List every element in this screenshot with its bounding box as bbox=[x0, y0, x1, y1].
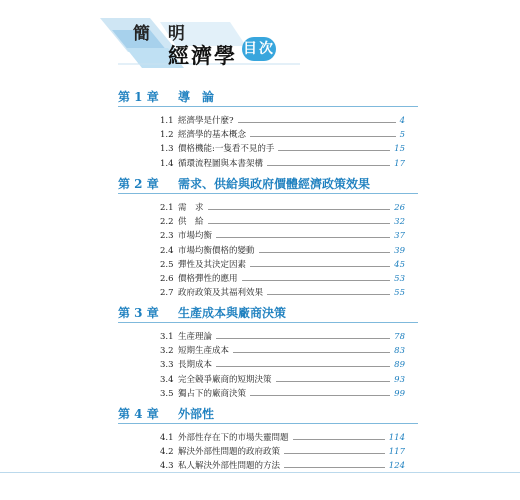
section-number: 3.1 bbox=[160, 332, 174, 342]
section-title: 長期成本 bbox=[178, 360, 213, 371]
page-number: 4 bbox=[399, 116, 405, 126]
toc-entry[interactable] bbox=[160, 359, 405, 373]
leader-line bbox=[267, 294, 390, 295]
chapter-title[interactable]: 生產成本與廠商決策 bbox=[178, 306, 287, 320]
section-title: 彈性及其決定因素 bbox=[178, 259, 247, 270]
section-title: 經濟學的基本概念 bbox=[178, 130, 247, 141]
section-number: 2.2 bbox=[160, 217, 174, 228]
section-title: 經濟學是什麼? bbox=[178, 116, 234, 126]
leader-line bbox=[278, 150, 390, 151]
page-number: 37 bbox=[394, 231, 405, 242]
section-title: 循環流程圖與本書架構 bbox=[178, 158, 264, 169]
section-number: 3.4 bbox=[160, 374, 174, 385]
section-title: 價格機能:一隻看不見的手 bbox=[178, 144, 275, 155]
chapter-title[interactable]: 需求、供給與政府價體經濟政策效果 bbox=[178, 177, 371, 191]
toc-entry[interactable] bbox=[160, 259, 405, 273]
section-number: 2.3 bbox=[160, 231, 174, 242]
leader-line bbox=[284, 467, 385, 468]
section-title: 解決外部性問題的政府政策 bbox=[178, 447, 281, 458]
leader-line bbox=[250, 136, 396, 137]
section-number: 1.1 bbox=[160, 116, 174, 126]
section-number: 2.7 bbox=[160, 288, 174, 299]
toc-entry[interactable] bbox=[160, 230, 405, 244]
chapter-label: 第 4 章 bbox=[118, 407, 159, 421]
book-title-line2: 經濟學 bbox=[168, 43, 237, 68]
toc-entry[interactable] bbox=[160, 287, 405, 301]
chapter-label: 第 1 章 bbox=[118, 90, 159, 104]
chapter-heading bbox=[0, 88, 520, 108]
section-number: 4.3 bbox=[160, 461, 174, 472]
page-number: 83 bbox=[394, 346, 405, 357]
toc-entry[interactable] bbox=[160, 345, 405, 359]
section-title: 完全競爭廠商的短期決策 bbox=[178, 374, 272, 385]
chapter-title[interactable]: 外部性 bbox=[178, 407, 215, 421]
page-number: 89 bbox=[394, 360, 405, 371]
page-number: 78 bbox=[394, 332, 405, 342]
leader-line bbox=[216, 366, 390, 367]
page-number: 5 bbox=[399, 130, 405, 141]
page-number: 53 bbox=[394, 273, 405, 284]
toc-entry[interactable] bbox=[160, 446, 405, 460]
section-list bbox=[160, 202, 405, 301]
section-list bbox=[160, 331, 405, 402]
toc-entry[interactable] bbox=[160, 129, 405, 143]
section-number: 2.6 bbox=[160, 273, 174, 284]
page-number: 39 bbox=[394, 245, 405, 256]
leader-line bbox=[208, 209, 391, 210]
toc-entry[interactable] bbox=[160, 388, 405, 402]
page-number: 17 bbox=[394, 158, 405, 169]
leader-line bbox=[284, 453, 385, 454]
section-number: 2.1 bbox=[160, 203, 174, 213]
toc-entry[interactable] bbox=[160, 245, 405, 259]
chapter-title[interactable]: 導 論 bbox=[178, 90, 215, 104]
section-number: 1.4 bbox=[160, 158, 174, 169]
section-title: 獨占下的廠商決策 bbox=[178, 388, 247, 399]
section-title: 需 求 bbox=[178, 203, 204, 213]
section-title: 政府政策及其福利效果 bbox=[178, 288, 264, 299]
chapter-divider bbox=[118, 322, 418, 323]
toc-entry[interactable] bbox=[160, 143, 405, 157]
leader-line bbox=[216, 338, 390, 339]
page-number: 114 bbox=[388, 433, 405, 443]
leader-line bbox=[238, 122, 396, 123]
section-number: 4.2 bbox=[160, 447, 174, 458]
section-title: 私人解決外部性問題的方法 bbox=[178, 461, 281, 472]
page-number: 32 bbox=[394, 217, 405, 228]
page-number: 45 bbox=[394, 259, 405, 270]
toc-entry[interactable] bbox=[160, 374, 405, 388]
chapter-divider bbox=[118, 193, 418, 194]
section-list bbox=[160, 432, 405, 475]
leader-line bbox=[250, 266, 390, 267]
leader-line bbox=[259, 252, 391, 253]
toc-entry[interactable] bbox=[160, 115, 405, 129]
section-title: 市場均衡價格的變動 bbox=[178, 245, 255, 256]
page-number: 117 bbox=[388, 447, 405, 458]
section-title: 外部性存在下的市場失靈問題 bbox=[178, 433, 289, 443]
leader-line bbox=[293, 439, 385, 440]
page-number: 55 bbox=[394, 288, 405, 299]
section-number: 4.1 bbox=[160, 433, 174, 443]
page-number: 124 bbox=[388, 461, 405, 472]
toc-entry[interactable] bbox=[160, 331, 405, 345]
page-header bbox=[0, 0, 520, 80]
section-number: 1.2 bbox=[160, 130, 174, 141]
section-title: 市場均衡 bbox=[178, 231, 213, 242]
leader-line bbox=[267, 165, 390, 166]
page-number: 15 bbox=[394, 144, 405, 155]
section-number: 3.5 bbox=[160, 388, 174, 399]
leader-line bbox=[216, 237, 390, 238]
section-list bbox=[160, 115, 405, 172]
leader-line bbox=[276, 381, 391, 382]
section-number: 1.3 bbox=[160, 144, 174, 155]
toc-entry[interactable] bbox=[160, 432, 405, 446]
section-title: 生產理論 bbox=[178, 332, 213, 342]
chapter-heading bbox=[0, 175, 520, 195]
section-number: 3.2 bbox=[160, 346, 174, 357]
toc-entry[interactable] bbox=[160, 158, 405, 172]
toc-entry[interactable] bbox=[160, 273, 405, 287]
leader-line bbox=[208, 223, 391, 224]
chapter-label: 第 2 章 bbox=[118, 177, 159, 191]
page-bottom-rule bbox=[0, 472, 520, 473]
toc-badge: 目次 bbox=[242, 37, 276, 61]
leader-line bbox=[242, 280, 391, 281]
section-number: 3.3 bbox=[160, 360, 174, 371]
chapter-divider bbox=[118, 423, 418, 424]
section-number: 2.5 bbox=[160, 259, 174, 270]
section-title: 供 給 bbox=[178, 217, 204, 228]
page-number: 93 bbox=[394, 374, 405, 385]
toc-entry[interactable] bbox=[160, 216, 405, 230]
section-title: 短期生產成本 bbox=[178, 346, 230, 357]
section-number: 2.4 bbox=[160, 245, 174, 256]
toc-entry[interactable] bbox=[160, 202, 405, 216]
page-number: 99 bbox=[394, 388, 405, 399]
section-title: 價格彈性的應用 bbox=[178, 273, 238, 284]
leader-line bbox=[233, 352, 390, 353]
book-title-line1: 簡 明 bbox=[133, 24, 191, 44]
page-number: 26 bbox=[394, 203, 405, 213]
chapter-divider bbox=[118, 106, 418, 107]
chapter-label: 第 3 章 bbox=[118, 306, 159, 320]
chapter-heading bbox=[0, 405, 520, 425]
leader-line bbox=[250, 395, 390, 396]
chapter-heading bbox=[0, 304, 520, 324]
